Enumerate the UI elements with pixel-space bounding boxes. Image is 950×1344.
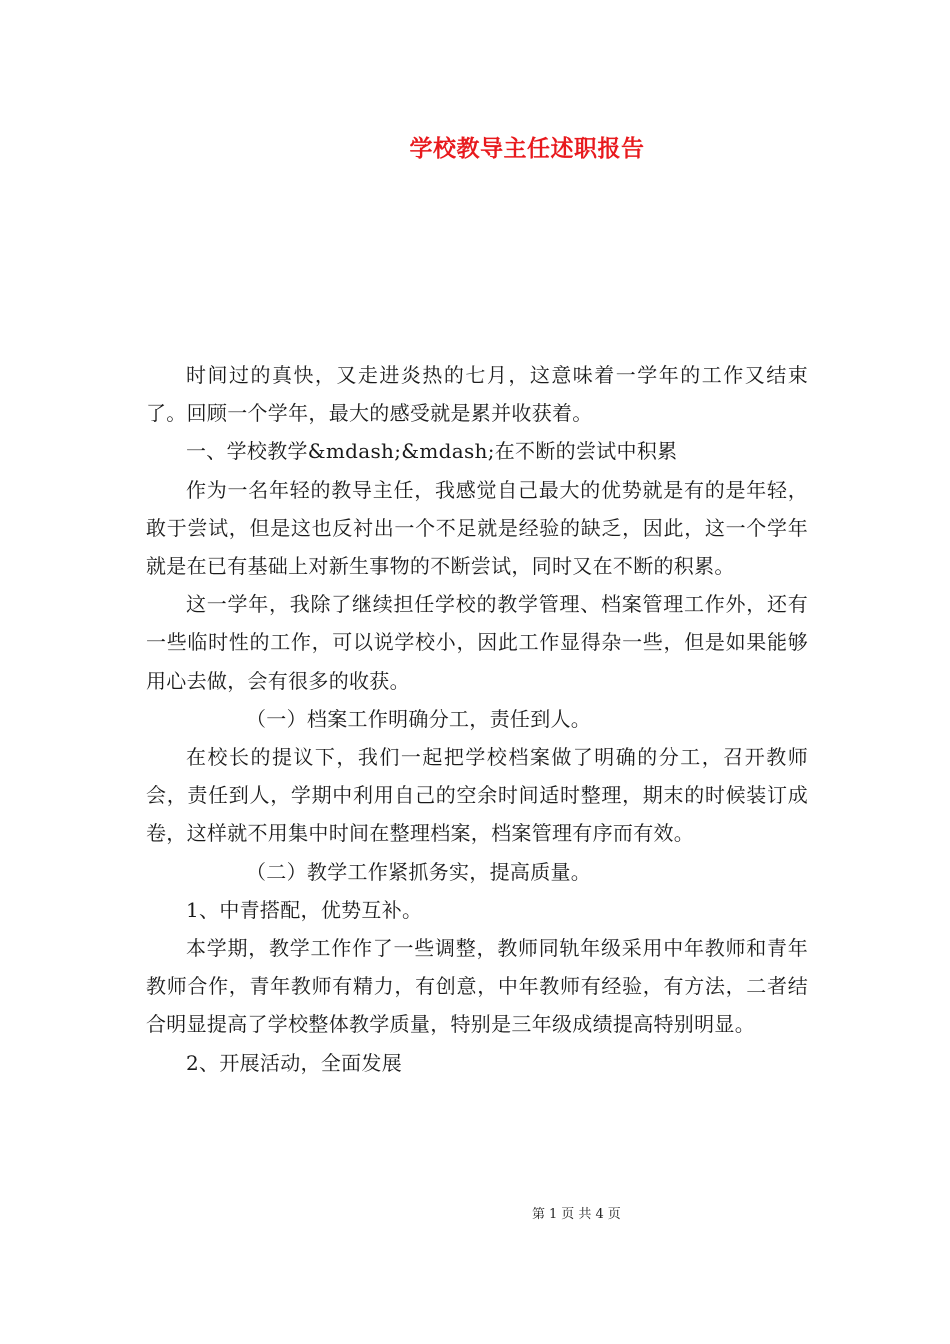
list-item-heading: 2、开展活动，全面发展 (186, 1050, 403, 1075)
subsection-heading-2: （二）教学工作紧抓务实，提高质量。 (246, 859, 592, 884)
paragraph: 作为一名年轻的教导主任，我感觉自己最大的优势就是有的是年轻，敢于尝试，但是这也反衬出一个不足就是经验的缺乏，因此，这一个学年就是在已有基础上对新生事物的不断尝试，同时又在不断的积累。 (146, 477, 808, 579)
footer-prefix: 第 (532, 1207, 546, 1222)
document-title: 学校教导主任述职报告 (409, 135, 645, 162)
footer-page-number: 1 (549, 1207, 558, 1222)
footer-total-pages: 4 (595, 1207, 604, 1222)
footer-suffix: 页 (607, 1207, 621, 1222)
paragraph-intro: 时间过的真快，又走进炎热的七月，这意味着一学年的工作又结束了。回顾一个学年，最大的感受就是累并收获着。 (146, 363, 808, 426)
paragraph: 这一学年，我除了继续担任学校的教学管理、档案管理工作外，还有一些临时性的工作，可以说学校小，因此工作显得杂一些，但是如果能够用心去做，会有很多的收获。 (146, 592, 808, 693)
subsection-heading-1: （一）档案工作明确分工，责任到人。 (246, 706, 592, 731)
footer-middle: 页 共 (561, 1207, 592, 1222)
page-footer (0, 1203, 950, 1222)
document-body (146, 356, 808, 1082)
list-item-heading: 1、中青搭配，优势互补。 (186, 897, 423, 922)
paragraph: 在校长的提议下，我们一起把学校档案做了明确的分工，召开教师会，责任到人，学期中利用自己的空余时间适时整理，期末的时候装订成卷，这样就不用集中时间在整理档案，档案管理有序而有效。 (146, 745, 808, 846)
paragraph: 本学期，教学工作作了一些调整，教师同轨年级采用中年教师和青年教师合作，青年教师有精力，有创意，中年教师有经验，有方法，二者结合明显提高了学校整体教学质量，特别是三年级成绩提高特别明显。 (146, 936, 808, 1037)
section-heading-1: 一、学校教学&mdash;&mdash;在不断的尝试中积累 (186, 439, 678, 464)
